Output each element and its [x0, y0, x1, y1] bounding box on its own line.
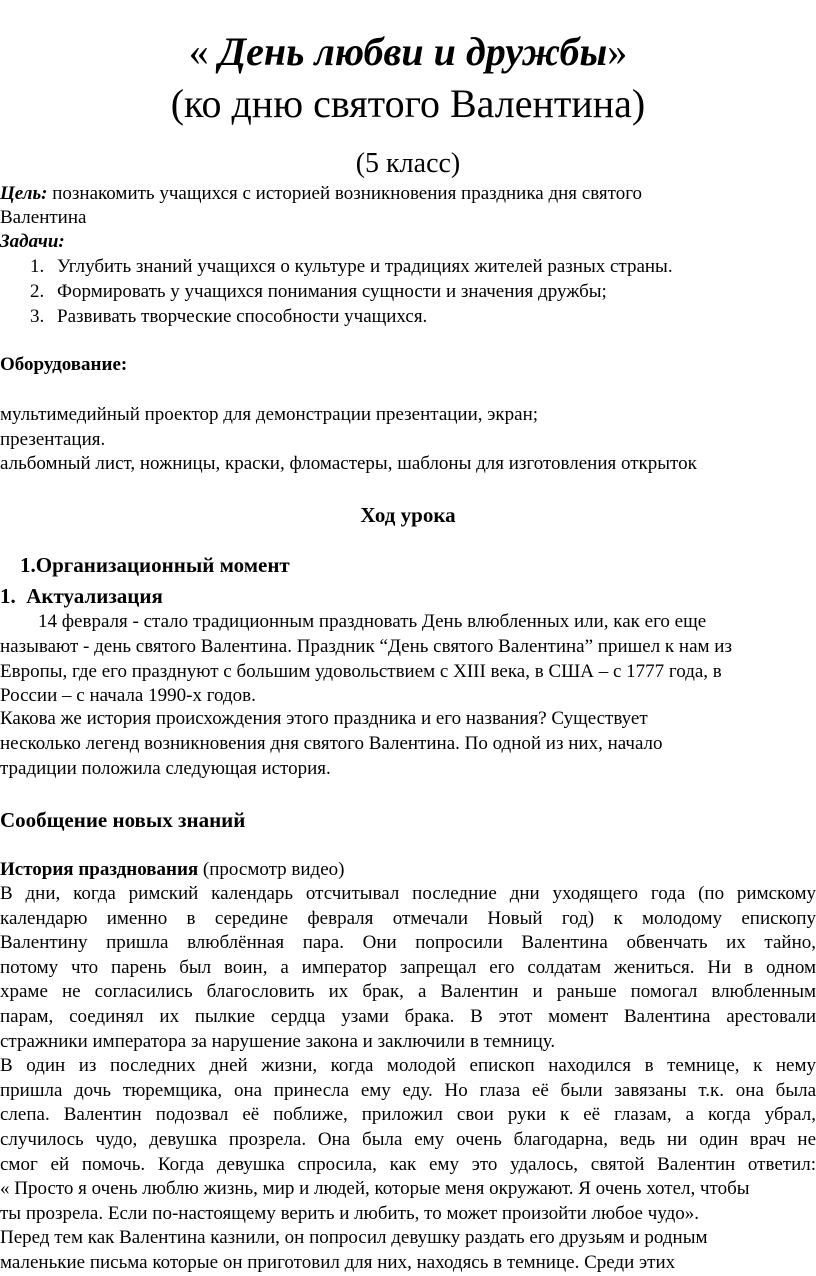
- history-note: (просмотр видео): [198, 859, 345, 880]
- story-line: маленькие письма которые он приготовил для них, находясь в темнице. Среди этих: [0, 1251, 676, 1273]
- story-line: пришла дочь тюремщика, она принесла ему еду. Но глаза её были завязаны т.к. она была: [0, 1079, 816, 1101]
- story-line: случилось чудо, девушка прозрела. Она была ему очень благодарна, ведь ни один врач не: [0, 1128, 816, 1150]
- stage-title: Актуализация: [26, 584, 163, 608]
- actualization-line: России – с начала 1990-х годов.: [0, 685, 256, 706]
- story-line: ты прозрела. Если по-настоящему верить и любить, то может произойти любое чудо».: [0, 1202, 700, 1224]
- actualization-line: традиции положила следующая история.: [0, 758, 331, 779]
- story-line: парам, соединял их пылкие сердца узами брака. В этот момент Валентина арестовали: [0, 1005, 816, 1027]
- tasks-label: Задачи:: [0, 231, 65, 252]
- task-number: 1.: [30, 256, 45, 277]
- story-line: слепа. Валентин подозвал её поближе, приложил свои руки к её глазам, а когда убрал,: [0, 1104, 816, 1126]
- task-text: Формировать у учащихся понимания сущности и значения дружбы;: [57, 281, 607, 302]
- document-subtitle: (ко дню святого Валентина): [170, 81, 646, 126]
- story-line: смог ей помочь. Когда девушка спросила, как ему это удалось, святой Валентин ответил:: [0, 1153, 816, 1175]
- story-paragraph: [0, 882, 816, 1276]
- stage-number: 1.: [0, 584, 16, 608]
- task-text: Углубить знаний учащихся о культуре и традициях жителей разных страны.: [57, 256, 673, 277]
- task-item: [30, 255, 673, 279]
- actualization-line: 14 февраля - стало традиционным праздновать День влюбленных или, как его еще: [0, 611, 707, 632]
- story-line: потому что парень был воин, а император запрещал его солдатам жениться. Ни в одном: [0, 956, 816, 978]
- title-close-quote: »: [607, 29, 628, 74]
- story-line: Валентину пришла влюблённая пара. Они попросили Валентина обвенчать их тайно,: [0, 932, 816, 954]
- equipment-line: презентация.: [0, 429, 106, 450]
- story-line: стражники императора за нарушение закона и заключили в темницу.: [0, 1030, 556, 1052]
- equipment-line: мультимедийный проектор для демонстрации презентации, экран;: [0, 404, 539, 425]
- lesson-heading: Ход урока: [360, 503, 456, 527]
- title-main: День любви и дружбы: [208, 29, 608, 74]
- stage-org-moment: 1.Организационный момент: [20, 553, 290, 577]
- story-line: « Просто я очень люблю жизнь, мир и людей, которые меня окружают. Я очень хотел, чтобы: [0, 1178, 750, 1200]
- story-line: храме не согласились благословить их брак, а Валентин и раньше помогал влюбленным: [0, 981, 816, 1003]
- story-line: календарю именно в середине февраля отмечали Новый год) к молодому епископу: [0, 907, 816, 929]
- task-number: 2.: [30, 281, 45, 302]
- task-number: 3.: [30, 306, 45, 327]
- equipment-line: альбомный лист, ножницы, краски, фломастеры, шаблоны для изготовления открыток: [0, 453, 697, 474]
- title-open-quote: «: [188, 29, 209, 74]
- actualization-line: называют - день святого Валентина. Праздник “День святого Валентина” пришел к нам из: [0, 636, 732, 657]
- stage-actualization: [0, 584, 163, 608]
- document-title: [0, 26, 816, 78]
- history-label: История празднования: [0, 859, 199, 880]
- new-knowledge-heading: Сообщение новых знаний: [0, 808, 246, 832]
- goal-line: [0, 182, 642, 206]
- goal-text: познакомить учащихся с историей возникновения праздника дня святого: [47, 183, 643, 204]
- equipment-label: Оборудование:: [0, 354, 128, 375]
- actualization-line: Европы, где его празднуют с большим удовольствием с XIII века, в США – с 1777 года, в: [0, 661, 722, 682]
- goal-text-continued: Валентина: [0, 207, 87, 228]
- actualization-line: несколько легенд возникновения дня святого Валентина. По одной из них, начало: [0, 733, 663, 754]
- task-text: Развивать творческие способности учащихся.: [57, 306, 428, 327]
- task-item: [30, 280, 607, 304]
- goal-label: Цель:: [0, 183, 48, 204]
- grade-label: (5 класс): [355, 148, 461, 179]
- story-line: Перед тем как Валентина казнили, он попросил девушку раздать его друзьям и родным: [0, 1227, 708, 1249]
- story-line: В один из последних дней жизни, когда молодой епископ находился в темнице, к нему: [0, 1055, 816, 1077]
- history-line: [0, 858, 344, 882]
- task-item: [30, 305, 427, 329]
- actualization-line: Какова же история происхождения этого праздника и его названия? Существует: [0, 708, 648, 729]
- story-line: В дни, когда римский календарь отсчитывал последние дни уходящего года (по римскому: [0, 883, 816, 904]
